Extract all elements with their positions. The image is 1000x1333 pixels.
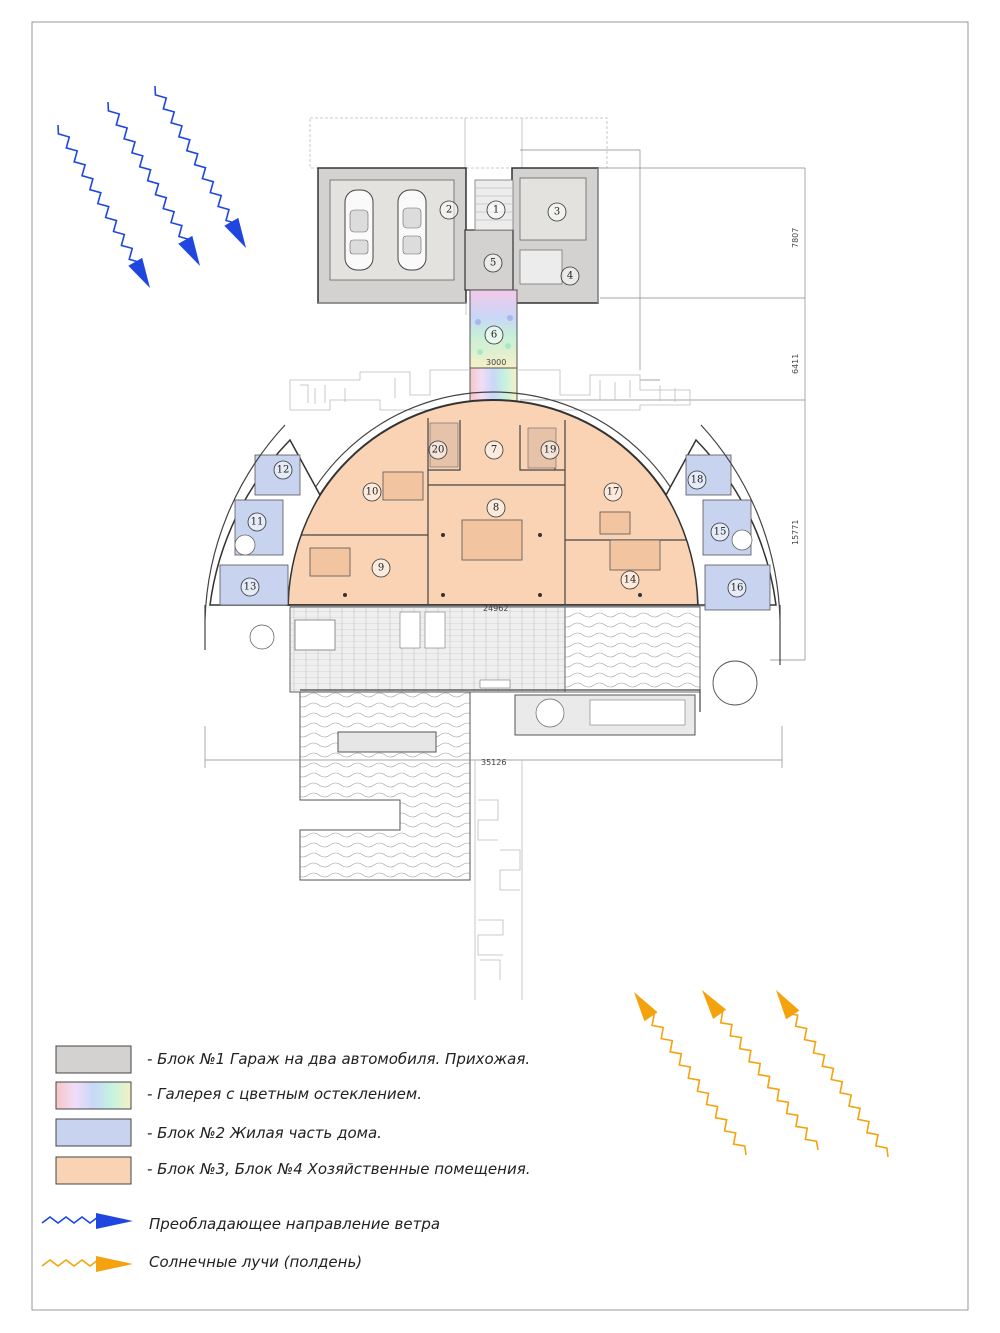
plan [205,118,805,1000]
block1-garage [318,168,598,315]
room-number-13: 13 [243,581,257,593]
sun-arrow-icon [634,992,746,1155]
room-number-14: 14 [623,574,637,586]
wind-arrow-icon [155,86,246,248]
room-number-17: 17 [606,486,620,498]
legend-item-block1: - Блок №1 Гараж на два автомобиля. Прихожая. [147,1050,531,1068]
legend-item-block2: - Блок №2 Жилая часть дома. [147,1124,382,1142]
room-number-19: 19 [543,444,557,456]
room-number-3: 3 [553,206,561,218]
room-number-15: 15 [713,526,727,538]
wind-arrow-icon [58,125,150,288]
room-number-7: 7 [490,444,498,456]
dim-total-width: 35126 [481,758,507,767]
room-number-9: 9 [377,562,385,574]
legend-item-block34: - Блок №3, Блок №4 Хозяйственные помещения. [147,1160,531,1178]
sun-arrow-icon [42,1256,133,1272]
car-icon [345,190,373,270]
dim-house-depth: 15771 [791,519,800,545]
wind-arrows [58,86,246,288]
room-number-5: 5 [489,257,497,269]
sun-arrow-icon [702,990,818,1150]
gallery-colored-glazing [470,290,517,408]
legend-swatch-gray [56,1046,131,1073]
dim-garage-depth: 7807 [791,227,800,248]
car-icon [398,190,426,270]
legend-sun-label: Солнечные лучи (полдень) [149,1253,363,1271]
legend-swatch-orange [56,1157,131,1184]
room-number-20: 20 [431,444,445,456]
wind-arrow-icon [42,1213,133,1229]
legend-swatch-rainbow [56,1082,131,1109]
dim-house-width: 24962 [483,604,509,613]
room-number-16: 16 [730,582,744,594]
room-number-12: 12 [276,464,290,476]
legend-item-gallery: - Галерея с цветным остеклением. [147,1085,422,1103]
room-number-10: 10 [365,486,379,498]
room-number-4: 4 [566,270,574,282]
room-number-11: 11 [250,516,264,528]
sun-arrows [634,990,888,1157]
terrace [205,606,782,1000]
room-number-8: 8 [492,502,500,514]
sun-arrow-icon [776,990,888,1157]
room-number-18: 18 [690,474,704,486]
room-number-2: 2 [445,204,453,216]
legend-swatch-blue [56,1119,131,1146]
legend [42,1046,530,1272]
room-number-6: 6 [490,329,498,341]
legend-wind-label: Преобладающее направление ветра [149,1215,441,1233]
room-number-1: 1 [492,204,500,216]
svg-text:3000: 3000 [486,358,507,367]
dim-gallery-depth: 6411 [791,353,800,374]
